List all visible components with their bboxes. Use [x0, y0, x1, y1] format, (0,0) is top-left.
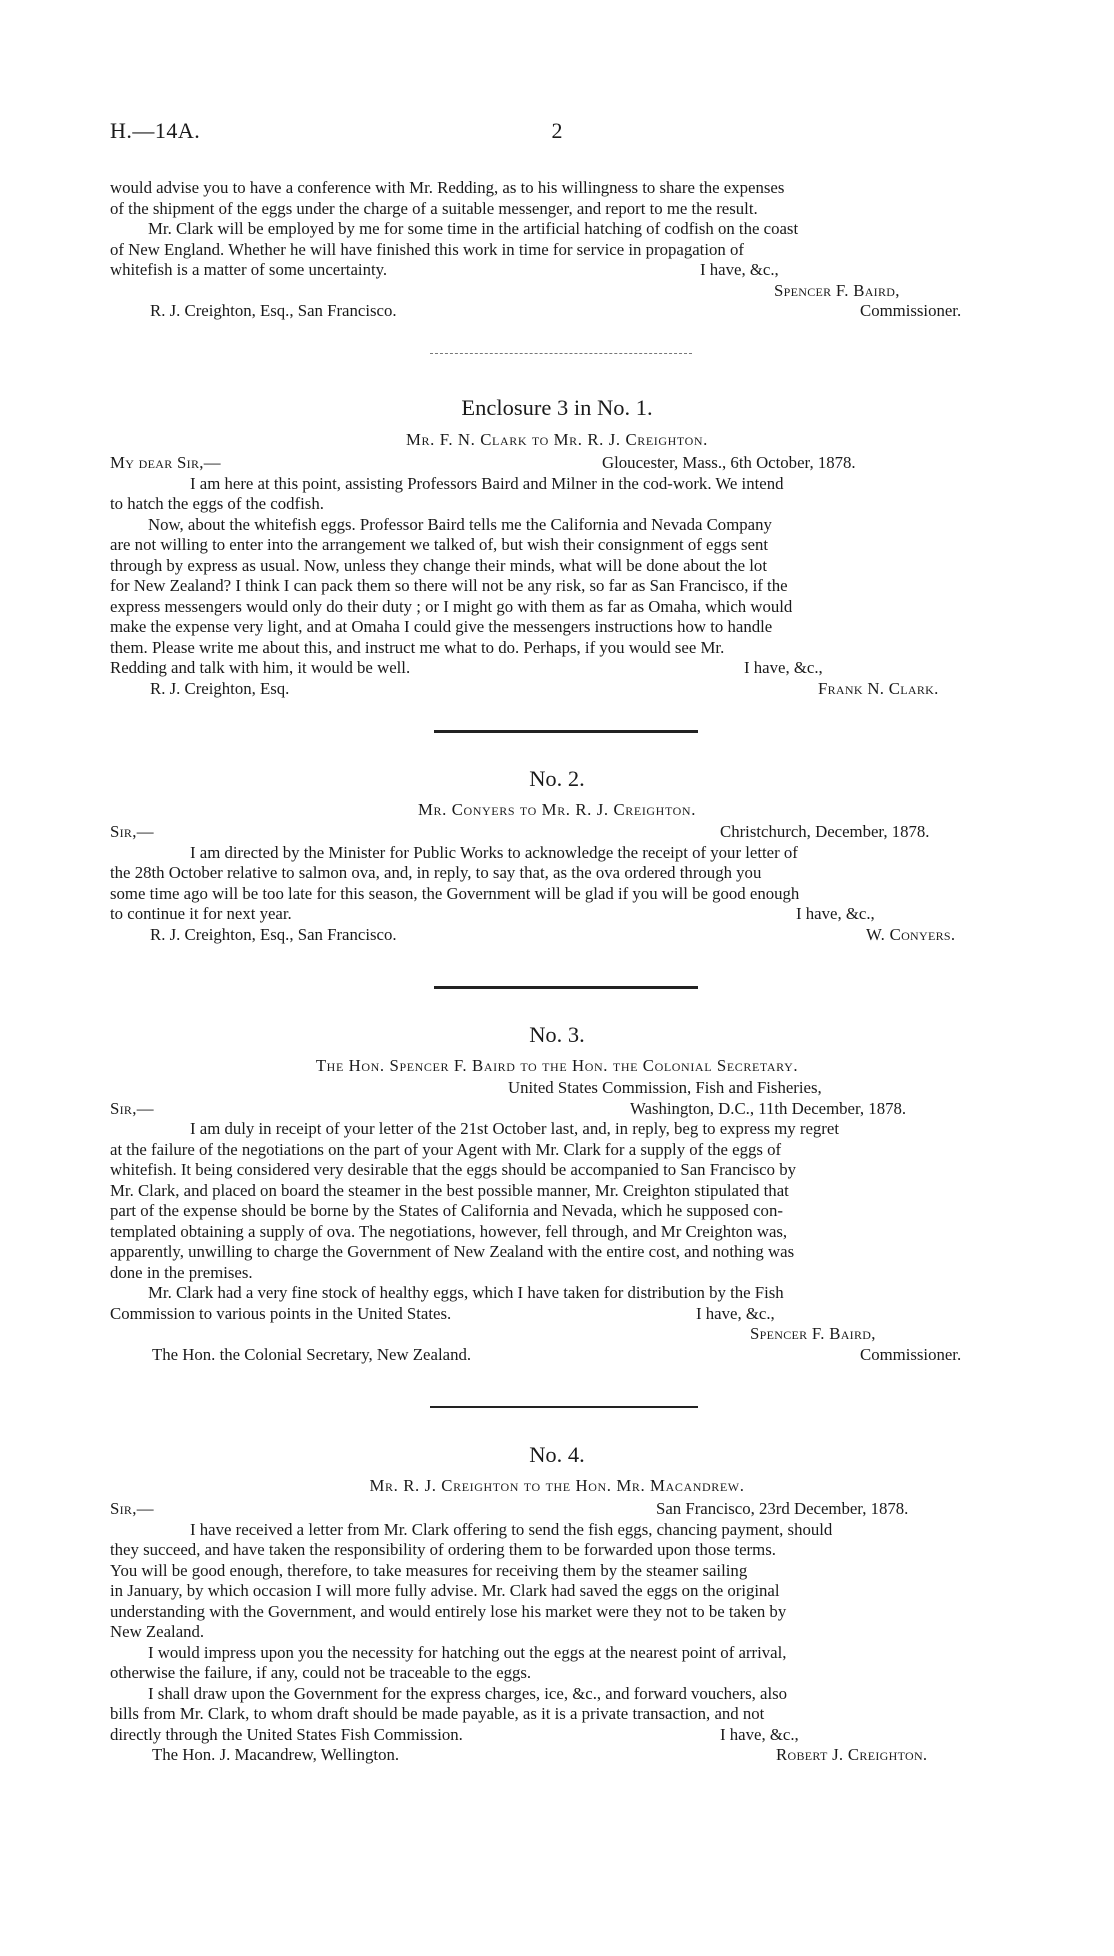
section-subtitle: Mr. Conyers to Mr. R. J. Creighton. — [417, 800, 696, 819]
text-line: I am here at this point, assisting Professors Baird and Milner in the cod-work. We intend — [190, 473, 784, 493]
signer-name: Robert J. Creighton. — [776, 1745, 928, 1764]
text-line: for New Zealand? I think I can pack them so there will not be any risk, so far as San Francisco, if the — [110, 576, 788, 595]
text-line: bills from Mr. Clark, to whom draft should be made payable, as it is a private transaction, and not — [110, 1704, 765, 1723]
text-line: otherwise the failure, if any, could not be traceable to the eggs. — [110, 1663, 532, 1682]
addressee: R. J. Creighton, Esq. — [150, 678, 290, 698]
section-title: No. 3. — [529, 1022, 585, 1047]
dateline: Washington, D.C., 11th December, 1878. — [630, 1098, 907, 1118]
salutation: Sir,— — [110, 822, 154, 841]
text-line: templated obtaining a supply of ova. The negotiations, however, fell through, and Mr Creighton was, — [110, 1221, 788, 1241]
closing: I have, &c., — [696, 1303, 775, 1323]
letter-no-3 — [110, 1078, 1034, 1365]
text-line: directly through the United States Fish Commission. — [110, 1724, 463, 1744]
text-line: understanding with the Government, and would entirely lose his market were they not to be taken by — [110, 1601, 787, 1621]
salutation: Sir,— — [110, 1499, 154, 1518]
dateline: San Francisco, 23rd December, 1878. — [656, 1499, 909, 1518]
text-line: You will be good enough, therefore, to take measures for receiving them by the steamer sailing — [110, 1560, 748, 1580]
text-line: of New England. Whether he will have finished this work in time for service in propagation of — [110, 239, 744, 259]
text-line: them. Please write me about this, and instruct me what to do. Perhaps, if you would see Mr. — [110, 637, 725, 657]
text-line: Commission to various points in the United States. — [110, 1303, 452, 1323]
dateline: Christchurch, December, 1878. — [720, 822, 930, 841]
section-divider — [430, 1406, 698, 1408]
salutation: My dear Sir,— — [110, 453, 221, 472]
letter-continuation — [110, 178, 1034, 322]
signer-name: W. Conyers. — [866, 924, 956, 944]
dateline: Gloucester, Mass., 6th October, 1878. — [602, 453, 856, 472]
letter-enclosure-3 — [110, 453, 1034, 699]
signer-title: Commissioner. — [860, 301, 962, 320]
section-subtitle: The Hon. Spencer F. Baird to the Hon. the Colonial Secretary. — [315, 1056, 799, 1075]
addressee: The Hon. J. Macandrew, Wellington. — [152, 1745, 400, 1764]
signer-name: Spencer F. Baird, — [774, 280, 900, 300]
section-title: No. 4. — [529, 1442, 585, 1467]
text-line: the 28th October relative to salmon ova, and, in reply, to say that, as the ova ordered through you — [110, 863, 762, 882]
text-line: whitefish is a matter of some uncertainty. — [110, 260, 388, 279]
text-line: Now, about the whitefish eggs. Professor Baird tells me the California and Nevada Company — [148, 514, 772, 534]
signer-title: Commissioner. — [860, 1344, 962, 1364]
text-line: Mr. Clark had a very fine stock of healthy eggs, which I have taken for distribution by the Fish — [148, 1283, 784, 1302]
section-divider — [434, 730, 698, 733]
text-line: make the expense very light, and at Omaha I could give the messengers instructions how to handle — [110, 617, 773, 636]
closing: I have, &c., — [744, 658, 823, 677]
addressee: R. J. Creighton, Esq., San Francisco. — [150, 924, 397, 944]
closing: I have, &c., — [720, 1724, 799, 1744]
text-line: at the failure of the negotiations on the part of your Agent with Mr. Clark for a supply of the eggs of — [110, 1139, 782, 1159]
signer-name: Spencer F. Baird, — [750, 1324, 876, 1343]
addressee: R. J. Creighton, Esq., San Francisco. — [150, 301, 397, 320]
text-line: to continue it for next year. — [110, 904, 292, 923]
section-subtitle: Mr. F. N. Clark to Mr. R. J. Creighton. — [406, 430, 708, 449]
page-number: 2 — [551, 118, 563, 143]
text-line: to hatch the eggs of the codfish. — [110, 494, 324, 513]
text-line: in January, by which occasion I will more fully advise. Mr. Clark had saved the eggs on the original — [110, 1581, 780, 1600]
text-line: through by express as usual. Now, unless they change their minds, what will be done about the lot — [110, 555, 767, 575]
section-title: No. 2. — [529, 766, 585, 791]
text-line: are not willing to enter into the arrangement we talked of, but wish their consignment of eggs sent — [110, 535, 769, 554]
text-line: I would impress upon you the necessity for hatching out the eggs at the nearest point of arrival, — [148, 1642, 787, 1662]
addressee: The Hon. the Colonial Secretary, New Zealand. — [152, 1344, 472, 1364]
section-title: Enclosure 3 in No. 1. — [461, 395, 653, 420]
text-line: some time ago will be too late for this season, the Government will be glad if you will be good enough — [110, 883, 800, 903]
text-line: would advise you to have a conference with Mr. Redding, as to his willingness to share the expenses — [110, 178, 785, 197]
text-line: New Zealand. — [110, 1622, 205, 1641]
section-divider — [434, 986, 698, 989]
text-line: I am duly in receipt of your letter of the 21st October last, and, in reply, beg to express my regret — [190, 1119, 839, 1138]
text-line: whitefish. It being considered very desirable that the eggs should be accompanied to San Francisco by — [110, 1160, 796, 1179]
organisation: United States Commission, Fish and Fisheries, — [508, 1078, 822, 1097]
section-divider — [430, 353, 692, 354]
signer-name: Frank N. Clark. — [818, 678, 939, 698]
text-line: Mr. Clark, and placed on board the steamer in the best possible manner, Mr. Creighton stipulated that — [110, 1180, 789, 1200]
page-header — [110, 118, 1004, 148]
letter-no-2 — [110, 822, 1034, 945]
section-subtitle: Mr. R. J. Creighton to the Hon. Mr. Macandrew. — [369, 1476, 745, 1495]
text-line: done in the premises. — [110, 1262, 253, 1282]
text-line: they succeed, and have taken the responsibility of ordering them to be forwarded upon those terms. — [110, 1540, 776, 1559]
closing: I have, &c., — [700, 260, 779, 279]
closing: I have, &c., — [796, 904, 875, 923]
text-line: express messengers would only do their duty ; or I might go with them as far as Omaha, which would — [110, 596, 793, 616]
salutation: Sir,— — [110, 1098, 154, 1118]
text-line: I am directed by the Minister for Public Works to acknowledge the receipt of your letter of — [190, 842, 798, 862]
paper-reference: H.—14A. — [110, 118, 201, 143]
text-line: of the shipment of the eggs under the charge of a suitable messenger, and report to me the result. — [110, 198, 758, 218]
text-line: Redding and talk with him, it would be well. — [110, 658, 411, 677]
text-line: Mr. Clark will be employed by me for some time in the artificial hatching of codfish on the coast — [148, 219, 799, 238]
letter-no-4 — [110, 1499, 1034, 1766]
text-line: I have received a letter from Mr. Clark offering to send the fish eggs, chancing payment, should — [190, 1519, 833, 1539]
text-line: I shall draw upon the Government for the express charges, ice, &c., and forward vouchers, also — [148, 1683, 788, 1703]
text-line: apparently, unwilling to charge the Government of New Zealand with the entire cost, and nothing was — [110, 1242, 795, 1261]
text-line: part of the expense should be borne by the States of California and Nevada, which he supposed con- — [110, 1201, 783, 1220]
